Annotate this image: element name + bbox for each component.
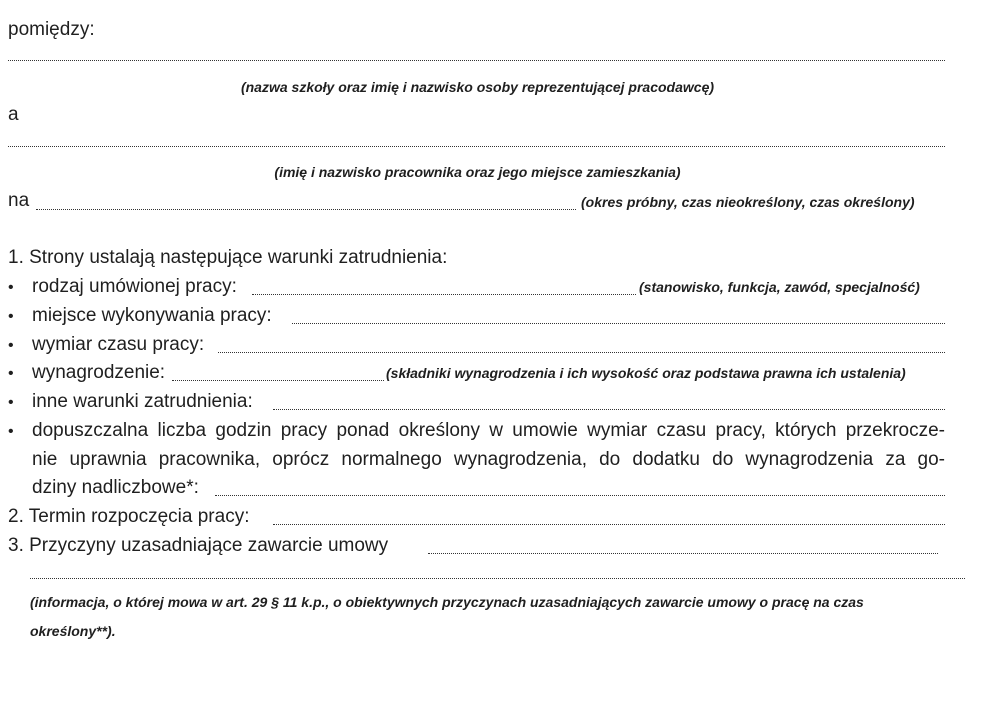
period-prefix: na xyxy=(8,190,30,211)
salary-hint: (składniki wynagrodzenia i ich wysokość oraz podstawa prawna ich ustalenia) xyxy=(386,365,906,381)
reasons-fill-line-1[interactable] xyxy=(428,553,938,554)
employer-fill-line[interactable] xyxy=(8,60,945,61)
working-time-fill-line[interactable] xyxy=(218,352,945,353)
section2-title: 2. Termin rozpoczęcia pracy: xyxy=(8,506,250,527)
other-conditions-label: inne warunki zatrudnienia: xyxy=(32,391,253,412)
work-place-label: miejsce wykonywania pracy: xyxy=(32,305,272,326)
bullet-icon: • xyxy=(8,394,14,411)
overtime-fill-line[interactable] xyxy=(215,495,945,496)
section3-caption-line-1: (informacja, o której mowa w art. 29 § 11 k.p., o obiektywnych przyczynach uzasadniających zawarcie umowy o pracę na czas xyxy=(30,594,864,610)
employer-caption: (nazwa szkoły oraz imię i nazwisko osoby reprezentującej pracodawcę) xyxy=(240,79,715,95)
overtime-line-2: nie uprawnia pracownika, oprócz normalnego wynagrodzenia, do dodatku do wynagrodzenia za go- xyxy=(32,449,945,470)
work-type-hint: (stanowisko, funkcja, zawód, specjalność) xyxy=(639,279,920,295)
section3-title: 3. Przyczyny uzasadniające zawarcie umowy xyxy=(8,535,389,556)
work-type-label: rodzaj umówionej pracy: xyxy=(32,276,237,297)
period-fill-line[interactable] xyxy=(36,209,576,210)
employee-fill-line[interactable] xyxy=(8,146,945,147)
bullet-icon: • xyxy=(8,308,14,325)
employee-caption: (imię i nazwisko pracownika oraz jego miejsce zamieszkania) xyxy=(274,164,681,180)
salary-fill-line[interactable] xyxy=(172,380,384,381)
reasons-fill-line-2[interactable] xyxy=(30,578,965,579)
bullet-icon: • xyxy=(8,279,14,296)
bullet-icon: • xyxy=(8,423,14,440)
section1-title: 1. Strony ustalają następujące warunki zatrudnienia: xyxy=(8,247,448,268)
work-type-fill-line[interactable] xyxy=(252,294,636,295)
and-label: a xyxy=(8,104,19,125)
between-label: pomiędzy: xyxy=(8,19,95,40)
overtime-line-1: dopuszczalna liczba godzin pracy ponad określony w umowie wymiar czasu pracy, których przekrocze- xyxy=(32,420,945,441)
work-place-fill-line[interactable] xyxy=(292,323,945,324)
working-time-label: wymiar czasu pracy: xyxy=(32,334,205,355)
bullet-icon: • xyxy=(8,337,14,354)
bullet-icon: • xyxy=(8,365,14,382)
period-caption: (okres próbny, czas nieokreślony, czas określony) xyxy=(581,194,915,210)
start-date-fill-line[interactable] xyxy=(273,524,945,525)
other-conditions-fill-line[interactable] xyxy=(273,409,945,410)
salary-label: wynagrodzenie: xyxy=(32,362,166,383)
overtime-line-3: dziny nadliczbowe*: xyxy=(32,477,199,498)
section3-caption-line-2: określony**). xyxy=(30,623,116,639)
